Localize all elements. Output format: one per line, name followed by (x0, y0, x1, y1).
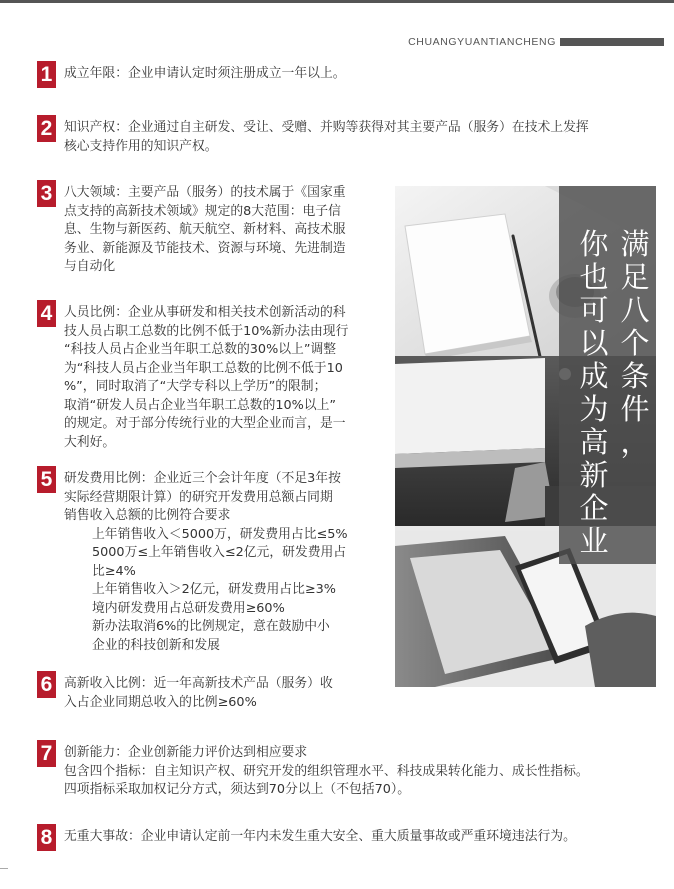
item-body (64, 119, 589, 156)
item-line: 核心支持作用的知识产权。 (64, 138, 218, 154)
vertical-title-char: ， (620, 425, 650, 459)
item-sub-line: 新办法取消6%的比例规定，意在鼓励中小 (92, 619, 330, 634)
vertical-title-char: 以 (579, 326, 609, 360)
item-line: 销售收入总额的比例符合要求 (64, 508, 231, 523)
vertical-title-char: 高 (579, 425, 609, 459)
item-sub-line: 5000万≤上年销售收入≤2亿元，研发费用占 (92, 545, 347, 560)
header-text: CHUANGYUANTIANCHENG (408, 36, 556, 48)
item-line: 大利好。 (64, 434, 116, 450)
item-body (64, 304, 348, 452)
vertical-title-char: 件 (620, 392, 650, 426)
item-sub-line: 上年销售收入＜5000万，研发费用占比≤5% (92, 526, 348, 542)
item-number-badge: 7 (37, 740, 56, 767)
item-line: 无重大事故：企业申请认定前一年内未发生重大安全、重大质量事故或严重环境违法行为。 (64, 829, 576, 844)
page-header (408, 36, 664, 48)
vertical-title-char: 也 (579, 260, 609, 294)
item-body (64, 65, 346, 84)
item-sub-line: 上年销售收入＞2亿元，研发费用占比≥3% (92, 582, 336, 597)
item-line: %”，同时取消了“大学专科以上学历”的限制； (64, 379, 327, 394)
vertical-title-char: 个 (620, 326, 650, 360)
item-sub-line: 比≥4% (92, 563, 136, 579)
item-line: 成立年限：企业申请认定时须注册成立一年以上。 (64, 66, 346, 81)
top-rule (0, 0, 674, 3)
item-sub-line: 境内研发费用占总研发费用≥60% (92, 600, 285, 616)
vertical-title-col1 (615, 228, 655, 459)
item-line: 息、生物与新医药、航天航空、新材料、高技术服 (64, 222, 346, 237)
item-body (64, 184, 346, 277)
item-line: 实际经营期限计算）的研究开发费用总额占同期 (64, 489, 333, 505)
item-line: 人员比例：企业从事研发和相关技术创新活动的科 (64, 305, 346, 320)
item-sub-line: 企业的科技创新和发展 (92, 637, 220, 653)
item-line: 取消“研发人员占企业当年职工总数的10%以上” (64, 397, 337, 413)
item-line: 创新能力：企业创新能力评价达到相应要求 (64, 745, 308, 760)
vertical-title-char: 业 (579, 524, 609, 558)
item-line: 四项指标采取加权记分方式，须达到70分以上（不包括70）。 (64, 782, 411, 797)
item-line: 八大领域：主要产品（服务）的技术属于《国家重 (64, 185, 346, 200)
vertical-title-char: 满 (620, 227, 650, 261)
item-line: 高新收入比例：近一年高新技术产品（服务）收 (64, 676, 333, 691)
footer-mark (0, 868, 8, 869)
item-line: 与自动化 (64, 259, 116, 274)
vertical-title-col2 (574, 228, 614, 558)
item-number-badge: 6 (37, 671, 56, 698)
item-body (64, 744, 589, 800)
item-line: 技人员占职工总数的比例不低于10%新办法由现行 (64, 323, 349, 339)
item-line: 知识产权：企业通过自主研发、受让、受赠、并购等获得对其主要产品（服务）在技术上发挥 (64, 120, 589, 135)
vertical-title-char: 可 (579, 293, 609, 327)
item-number-badge: 4 (37, 300, 56, 327)
vertical-title-char: 条 (620, 359, 650, 393)
item-line: 包含四个指标：自主知识产权、研究开发的组织管理水平、科技成果转化能力、成长性指标。 (64, 763, 589, 779)
item-body (64, 675, 333, 712)
item-number-badge: 5 (37, 466, 56, 493)
item-line: “科技人员占企业当年职工总数的30%以上”调整 (64, 342, 337, 357)
item-line: 点支持的高新技术领域》规定的8大范围：电子信 (64, 203, 341, 219)
item-line: 入占企业同期总收入的比例≥60% (64, 694, 257, 710)
vertical-title-char: 新 (579, 458, 609, 492)
header-bar (560, 38, 664, 46)
vertical-title-char: 八 (620, 293, 650, 327)
item-number-badge: 8 (37, 824, 56, 851)
item-body (64, 470, 348, 655)
item-line: 的规定。对于部分传统行业的大型企业而言，是一 (64, 416, 346, 431)
item-number-badge: 1 (37, 61, 56, 88)
vertical-title-char: 成 (579, 359, 609, 393)
vertical-title-char: 你 (579, 227, 609, 261)
vertical-title-char: 企 (579, 491, 609, 525)
item-line: 务业、新能源及节能技术、资源与环境、先进制造 (64, 240, 346, 256)
item-number-badge: 2 (37, 115, 56, 142)
vertical-title-char: 足 (620, 260, 650, 294)
item-body (64, 828, 576, 847)
item-line: 为“科技人员占企业当年职工总数的比例不低于10 (64, 360, 343, 376)
item-number-badge: 3 (37, 180, 56, 207)
item-line: 研发费用比例：企业近三个会计年度（不足3年按 (64, 471, 341, 486)
vertical-title-char: 为 (579, 392, 609, 426)
